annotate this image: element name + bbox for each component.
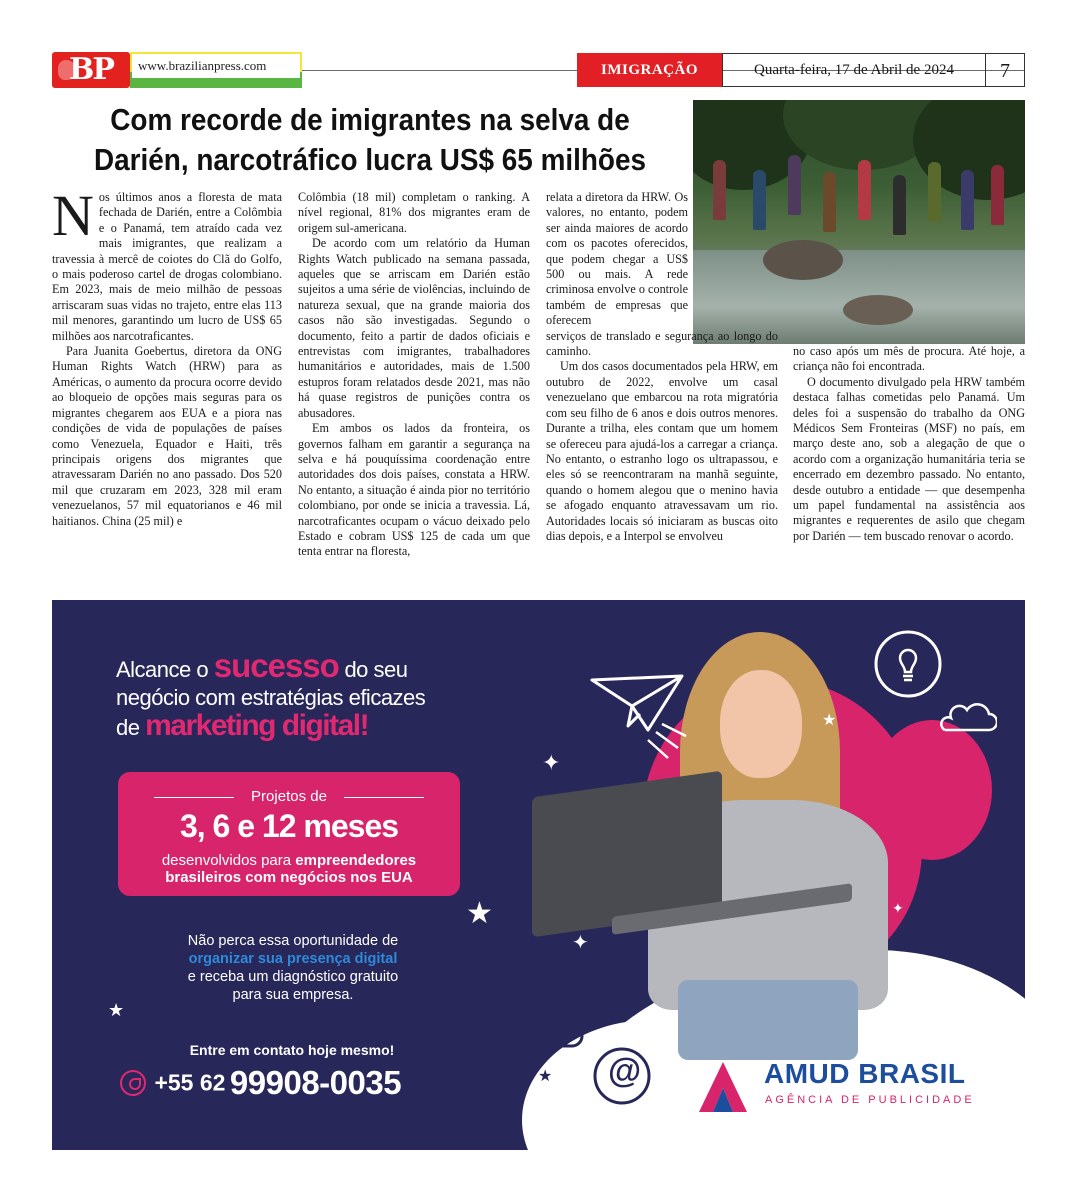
- star-icon: ✦: [542, 750, 561, 775]
- article-column-1: [52, 183, 282, 529]
- model-photo: [720, 670, 802, 778]
- contact-prompt: Entre em contato hoje mesmo!: [189, 1042, 395, 1058]
- brazil-map-icon: [58, 60, 76, 80]
- article-paragraph: relata a diretora da HRW. Os valores, no entanto, podem ser ainda maiores de acordo com os pacotes oferecidos, que podem chegar a US$ 500 ou mais. A rede criminosa envolve o controle também de empresas que oferecem: [546, 190, 688, 328]
- issue-date: Quarta-feira, 17 de Abril de 2024: [722, 53, 986, 87]
- projects-audience: desenvolvidos para empreendedores brasileiros com negócios nos EUA: [161, 852, 417, 886]
- article-paragraph: Para Juanita Goebertus, diretora da ONG Human Rights Watch (HRW) para as Américas, o aumento da procura ocorre devido ao bloqueio de opções mais seguras para os migrantes chegarem aos EUA e a piora nas condições de vida de populações de países como Venezuela, Equador e Haiti, três principais origens dos migrantes que atravessaram Darién no ano passado. Dos 520 mil que cruzaram em 2023, 328 mil eram venezuelanos, 57 mil equatorianos e 46 mil haitianos. China (25 mil) e: [52, 344, 282, 528]
- page-number: 7: [986, 53, 1025, 87]
- headline-line-2: Darién, narcotráfico lucra US$ 65 milhões: [93, 142, 647, 177]
- article-column-3: [546, 190, 778, 544]
- star-icon: ★: [822, 712, 837, 729]
- model-photo: [678, 980, 858, 1060]
- projects-box: [118, 772, 460, 896]
- article-headline: [84, 100, 656, 180]
- star-icon: ★: [538, 1068, 553, 1085]
- headline-line-1: Com recorde de imigrantes na selva de: [110, 102, 630, 137]
- star-icon: ★: [108, 1000, 125, 1020]
- projects-label: Projetos de: [118, 788, 460, 805]
- article-paragraph: no caso após um mês de procura. Até hoje, a criança não foi encontrada.: [793, 344, 1025, 374]
- brazilianpress-logo[interactable]: BP: [52, 52, 130, 88]
- article-paragraph: De acordo com um relatório da Human Rights Watch publicado na semana passada, aqueles que se arriscam em Darién estão sujeitos a uma série de violências, incluindo de natureza sexual, que na grande maioria dos casos não são investigadas. Segundo o documento, feito a partir de dados oficiais e entrevistas com imigrantes, trabalhadores humanitários e autoridades, mais de 1.500 estupros foram relatados desde 2021, mas não há quase registros de punições contra os abusadores.: [298, 236, 530, 420]
- article-paragraph: Um dos casos documentados pela HRW, em outubro de 2022, envolve um casal venezuelano que embarcou na rota migratória com seu filho de 6 anos e dois outros menores. Durante a trilha, eles contam que um homem se ofereceu para ajudá-los a carregar a criança. No entanto, o estranho logo os ultrapassou, e eles só se reencontraram na manhã seguinte, quando o homem alegou que o menino havia se afogado enquanto atravessavam um rio. Autoridades locais só iniciaram as buscas oito dias depois, e a Interpol se envolveu: [546, 359, 778, 543]
- amud-logo-icon[interactable]: [697, 1060, 749, 1114]
- website-link[interactable]: www.brazilianpress.com: [132, 54, 300, 78]
- brand-tagline: AGÊNCIA DE PUBLICIDADE: [765, 1094, 975, 1106]
- article-paragraph: Em ambos os lados da fronteira, os governos falham em garantir a segurança na selva e há pouquíssima coordenação entre autoridades dos dois países, constata a HRW. No entanto, a situação é ainda pior no território colombiano, por onde se inicia a travessia. Lá, narcotraficantes ocupam o vácuo deixado pelo Estado e cobram US$ 125 de cada um que tenta entrar na floresta,: [298, 421, 530, 559]
- star-icon: ✦: [572, 932, 589, 954]
- decor-blob: [872, 720, 992, 860]
- article-paragraph: O documento divulgado pela HRW também destaca falhas cometidas pelo Panamá. Um deles foi a suspensão do trabalho da ONG Médicos Sem Fronteiras (MSF) no país, em março deste ano, sob a alegação de que o acordo com a organização humanitária teria se encerrado em dezembro passado. No entanto, desde outubro a entidade — que desempenha um papel fundamental na assistência aos migrantes e requerentes de asilo que chegam por Darién — tem buscado renovar o acordo.: [793, 374, 1025, 543]
- article-column-2: [298, 190, 530, 560]
- whatsapp-icon: [120, 1070, 146, 1096]
- article-paragraph: serviços de translado e segurança ao longo do caminho.: [546, 328, 778, 359]
- ad-headline: Alcance o sucesso do seu negócio com estratégias eficazes de marketing digital!: [116, 647, 426, 742]
- cloud-icon: [498, 1000, 588, 1056]
- star-icon: ★: [466, 897, 493, 930]
- star-icon: ✦: [892, 900, 904, 916]
- lightbulb-icon: [872, 628, 944, 700]
- phone-link[interactable]: +55 62 99908-0035: [120, 1064, 480, 1102]
- brand-name[interactable]: AMUD BRASIL: [764, 1058, 966, 1089]
- article-paragraph: Nos últimos anos a floresta de mata fechada de Darién, entre a Colômbia e o Panamá, tem atraído cada vez mais imigrantes, que realizam a travessia à mercê de coiotes do Clã do Golfo, o mais poderoso cartel de drogas colombiano. Em 2023, mais de meio milhão de pessoas arriscaram suas vidas no trajeto, entre elas 113 mil menores, garantindo um lucro de US$ 65 milhões aos narcotraficantes.: [52, 183, 282, 343]
- advertisement-banner[interactable]: [52, 600, 1025, 1150]
- projects-duration: 3, 6 e 12 meses: [179, 808, 399, 844]
- paper-plane-icon: [588, 670, 688, 760]
- ad-call-to-action: Não perca essa oportunidade de organizar sua presença digital e receba um diagnóstico gratuito para sua empresa.: [187, 933, 399, 1003]
- cloud-icon: [937, 700, 997, 736]
- drop-cap: N: [52, 183, 94, 248]
- website-box: [130, 52, 302, 88]
- section-label: IMIGRAÇÃO: [577, 53, 722, 87]
- article-column-4: [793, 344, 1025, 544]
- article-paragraph: Colômbia (18 mil) completam o ranking. A nível regional, 81% dos migrantes eram de origem sul-americana.: [298, 190, 530, 235]
- at-symbol: @: [608, 1052, 642, 1090]
